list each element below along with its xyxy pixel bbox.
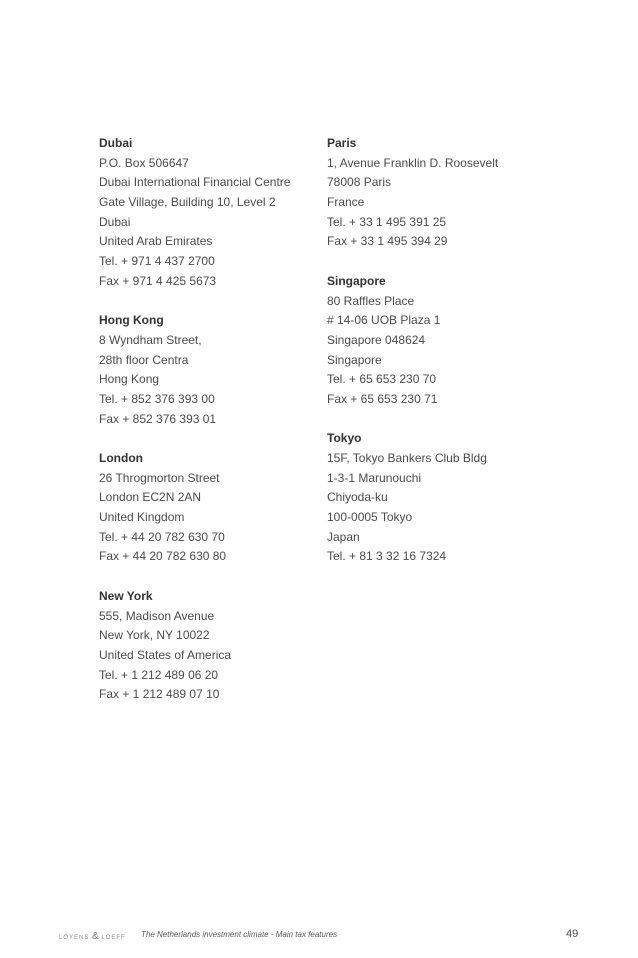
office-block xyxy=(327,134,557,252)
office-address-line: 78008 Paris xyxy=(327,175,392,190)
footer-document-title: The Netherlands investment climate - Main tax features xyxy=(141,930,338,939)
office-address-line: Singapore 048624 xyxy=(327,332,426,347)
offices-left-column xyxy=(99,134,314,725)
office-address-line: Fax + 44 20 782 630 80 xyxy=(99,549,227,564)
office-address-line: Tel. + 852 376 393 00 xyxy=(99,391,215,406)
office-address-line: 80 Raffles Place xyxy=(327,293,415,308)
office-address-line: United Arab Emirates xyxy=(99,234,213,249)
office-address-line: United Kingdom xyxy=(99,510,185,525)
office-address-line: Tel. + 44 20 782 630 70 xyxy=(99,529,225,544)
office-address-line: 1, Avenue Franklin D. Roosevelt xyxy=(327,155,499,170)
office-block xyxy=(99,587,314,705)
office-block xyxy=(327,429,557,567)
office-address-line: Tel. + 81 3 32 16 7324 xyxy=(327,549,447,564)
office-address-line: Fax + 33 1 495 394 29 xyxy=(327,234,448,249)
office-address-line: Hong Kong xyxy=(99,372,160,387)
office-name: Singapore xyxy=(327,273,386,288)
office-address-line: 100-0005 Tokyo xyxy=(327,510,413,525)
office-address-line: Singapore xyxy=(327,352,382,367)
office-address-line: London EC2N 2AN xyxy=(99,490,202,505)
office-address-line: Chiyoda-ku xyxy=(327,490,388,505)
office-name: Tokyo xyxy=(327,431,362,446)
page-number: 49 xyxy=(566,928,579,940)
office-address-line: United States of America xyxy=(99,647,232,662)
office-address-line: New York, NY 10022 xyxy=(99,628,210,643)
office-name: Dubai xyxy=(99,136,133,150)
office-address-line: France xyxy=(327,195,365,210)
loyens-loeff-logo xyxy=(59,931,126,942)
office-block xyxy=(99,449,314,567)
office-address-line: 8 Wyndham Street, xyxy=(99,332,202,347)
office-address-line: Tel. + 33 1 495 391 25 xyxy=(327,214,447,229)
office-address-line: Tel. + 65 653 230 70 xyxy=(327,372,437,387)
offices-right-column xyxy=(327,134,557,587)
office-address-line: 26 Throgmorton Street xyxy=(99,470,220,485)
office-name: Hong Kong xyxy=(99,313,164,328)
office-address-line: 1-3-1 Marunouchi xyxy=(327,470,422,485)
office-address-line: Dubai International Financial Centre xyxy=(99,175,291,190)
office-name: London xyxy=(99,451,143,465)
office-address-line: 15F, Tokyo Bankers Club Bldg xyxy=(327,451,487,465)
office-address-line: Tel. + 971 4 437 2700 xyxy=(99,254,215,269)
office-address-line: P.O. Box 506647 xyxy=(99,155,189,170)
page-footer xyxy=(0,928,638,944)
office-address-line: Fax + 1 212 489 07 10 xyxy=(99,687,220,702)
office-block xyxy=(99,134,314,292)
logo-left-text: LOYENS xyxy=(59,935,90,941)
office-address-line: Gate Village, Building 10, Level 2 xyxy=(99,195,276,210)
office-address-line: Dubai xyxy=(99,214,131,229)
office-address-line: Japan xyxy=(327,529,360,544)
office-name: Paris xyxy=(327,136,357,150)
office-address-line: Fax + 852 376 393 01 xyxy=(99,411,217,426)
office-address-line: Fax + 971 4 425 5673 xyxy=(99,273,217,288)
office-address-line: 555, Madison Avenue xyxy=(99,608,215,623)
office-address-line: Fax + 65 653 230 71 xyxy=(327,391,438,406)
office-name: New York xyxy=(99,588,153,603)
office-address-line: # 14-06 UOB Plaza 1 xyxy=(327,313,441,328)
office-address-line: 28th floor Centra xyxy=(99,352,189,367)
logo-ampersand: & xyxy=(92,931,99,942)
logo-right-text: LOEFF xyxy=(101,935,126,941)
office-address-line: Tel. + 1 212 489 06 20 xyxy=(99,667,219,682)
office-block xyxy=(327,272,557,410)
office-block xyxy=(99,311,314,429)
